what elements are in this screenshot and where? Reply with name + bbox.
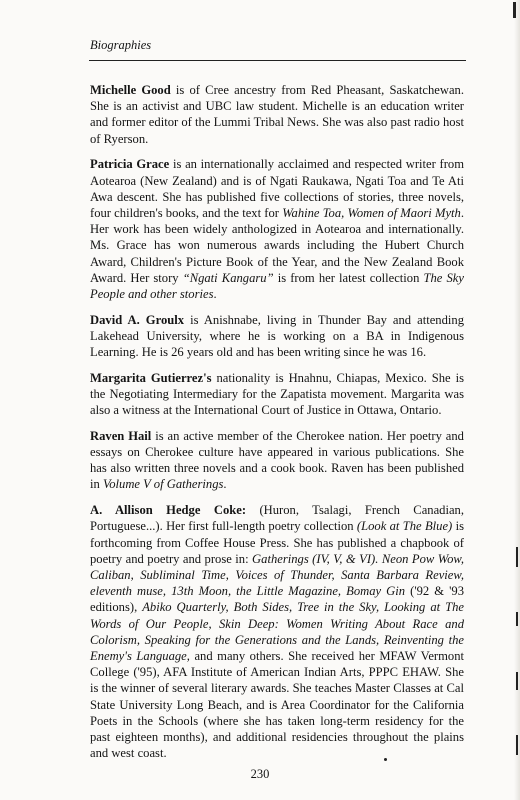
story-title: “Ngati Kangaru” [182, 270, 274, 285]
scan-speck [516, 547, 518, 567]
bio-text: is Anishnabe, living in Thunder Bay and attending Lakehead University, where he is working on a BA in Indigenous Learning. He is 26 years old and has been writing since he was 16. [90, 312, 464, 360]
scan-speck [513, 2, 516, 18]
page-number: 230 [250, 767, 270, 781]
publication-list: Gatherings (IV, V, & VI). Neon Pow Wow, Caliban, Subliminal Time, Voices of Thunder, Santa Barbara Review, eleventh muse, 13th Moon, the Little Magazine, Bomay Gin [90, 551, 464, 599]
bio-patricia-grace [90, 156, 464, 302]
bio-name: Michelle Good [90, 83, 171, 97]
bio-text: . [213, 286, 217, 301]
scan-speck [384, 758, 387, 761]
bio-name: A. Allison Hedge Coke: [90, 503, 247, 518]
bio-text: (Huron, Tsalagi, French Canadian, Portuguese...). Her first full-length poetry collection [90, 503, 465, 534]
header-rule [89, 60, 466, 61]
bio-text: is forthcoming from Coffee House Press. She has published a chapbook of poetry and poetry and prose in: [90, 519, 464, 566]
scan-speck [516, 672, 518, 690]
scan-speck [516, 735, 518, 755]
bio-allison-hedge-coke [90, 502, 464, 761]
book-title: The Sky People and other stories [90, 270, 464, 301]
bio-text: ('92 & '93 editions), [90, 584, 464, 615]
book-title: Wahine Toa, Women of Maori Myth [282, 205, 461, 220]
publication-list: Abiko Quarterly, Both Sides, Tree in the Sky, Looking at The Words of Our People, Skin Deep: Women Writing About Race and Colorism, Speaking for the Generations and the Lands, Reinventing the Enemy's Language, [90, 600, 464, 663]
bio-name: Margarita Gutierrez's [90, 370, 212, 385]
bio-michelle-good [90, 82, 464, 147]
bio-text: nationality is Hnahnu, Chiapas, Mexico. She is the Negotiating Intermediary for the Zapatista movement. Margarita was also a witness at the International Court of Justice in Ottawa, Ontario. [90, 370, 464, 418]
bio-name: Patricia Grace [90, 157, 170, 172]
bio-text: is an internationally acclaimed and respected writer from Aotearoa (New Zealand) and is of Ngati Raukawa, Ngati Toa and Te Ati Awa descent. She has published five collections of stories, three novels, four children's books, and the text for [90, 157, 464, 220]
bio-text: is from her latest collection [273, 270, 424, 285]
bio-text: is of Cree ancestry from Red Pheasant, Saskatchewan. She is an activist and UBC law student. Michelle is an education writer and former editor of the Lummi Tribal News. She was also past radio host of Ryerson. [90, 83, 464, 146]
bio-text: and many others. She received her MFAW Vermont College ('95), AFA Institute of American Indian Arts, PPPC EHAW. She is the winner of several literary awards. She teaches Master Classes at Cal State University Long Beach, and is Area Coordinator for the California Poets in the Schools (where she has taken long-term residency for the past eighteen months), and additional residencies throughout the plains and west coast. [90, 649, 465, 761]
running-header: Biographies [90, 38, 152, 52]
bio-david-groulx [90, 312, 464, 361]
bio-raven-hail [90, 428, 464, 493]
bio-name: Raven Hail [90, 428, 152, 443]
scan-speck [516, 612, 518, 626]
bio-margarita-gutierrez [90, 370, 464, 419]
book-title: Volume V of Gatherings [102, 477, 224, 492]
bio-text: . Her work has been widely anthologized in Aotearoa and internationally. Ms. Grace has won numerous awards including the Hubert Church Award, Children's Picture Book of the Year, and the New Zealand Book Award. Her story [90, 205, 465, 285]
bio-text: is an active member of the Cherokee nation. Her poetry and essays on Cherokee culture have appeared in various publications. She has also written three novels and a cook book. Raven has been published in [90, 428, 464, 492]
bio-name: David A. Groulx [90, 312, 185, 327]
biographies-body [90, 82, 464, 771]
bio-text: . [223, 477, 227, 492]
book-title: (Look at The Blue) [356, 519, 453, 534]
